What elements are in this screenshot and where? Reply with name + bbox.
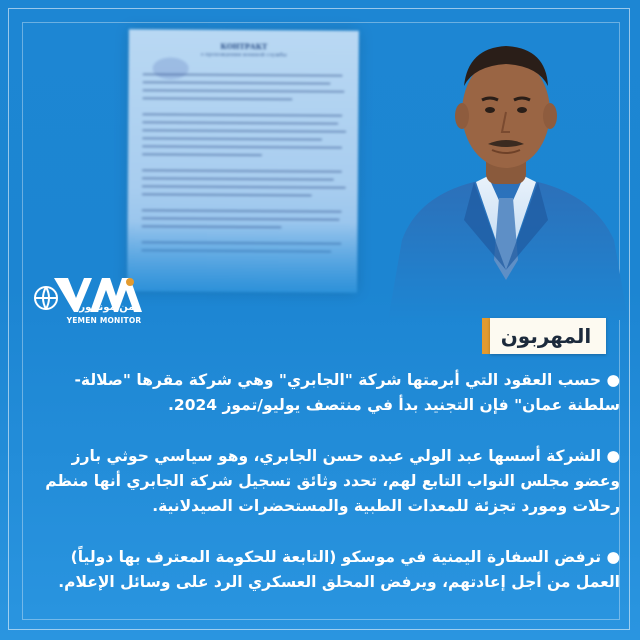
bullet-dot-icon: ● (606, 447, 620, 465)
document-text-line (142, 153, 262, 156)
document-text-line (142, 209, 342, 212)
document-text-line (142, 113, 342, 116)
logo-english-text: YEMEN MONITOR (66, 316, 142, 325)
document-text-line (142, 129, 346, 132)
document-text-line (142, 169, 342, 172)
bullet-text: الشركة أسسها عبد الولي عبده حسن الجابري، وهو سياسي حوثي بارز وعضو مجلس النواب التابع لهم، تحدد وثائق تسجيل شركة الجابري أنها منظم رحلات ومورد تجزئة للمعدات الطبية والمستحضرات الصيدلانية. (45, 447, 620, 515)
document-stamp (153, 57, 189, 79)
document-text-line (142, 217, 340, 220)
bullet-dot-icon: ● (606, 371, 620, 389)
document-text-line (143, 81, 331, 84)
document-text-line (142, 145, 342, 148)
document-text-line (142, 137, 322, 140)
contract-document-image (127, 29, 359, 293)
bullet-text: حسب العقود التي أبرمتها شركة "الجابري" وهي شركة مقرها "صلالة- سلطنة عمان" فإن التجنيد بدأ في منتصف يوليو/تموز 2024. (74, 371, 620, 414)
document-text-line (142, 177, 334, 180)
document-text-line (142, 185, 346, 188)
bullet-dot-icon: ● (606, 548, 620, 566)
document-title: КОНТРАКТ (220, 41, 268, 52)
bullet-text: ترفض السفارة اليمنية في موسكو (التابعة للحكومة المعترف بها دولياً) العمل من أجل إعادتهم، ويرفض المحلق العسكري الرد على وسائل الإعلام. (58, 548, 620, 591)
bullet-item (30, 545, 620, 595)
bullet-item (30, 444, 620, 519)
headline: المهربون (500, 324, 592, 348)
document-fade (127, 221, 357, 293)
document-text-line (142, 97, 292, 100)
bullet-item (30, 368, 620, 418)
bullet-list (30, 368, 620, 621)
document-text-line (142, 193, 312, 196)
logo-arabic-text: يمن مونيتور (79, 302, 139, 313)
document-subtitle: о прохождении военной службы (200, 51, 287, 59)
person-photo (378, 20, 640, 320)
document-text-line (142, 121, 338, 124)
document-text-line (142, 89, 344, 92)
